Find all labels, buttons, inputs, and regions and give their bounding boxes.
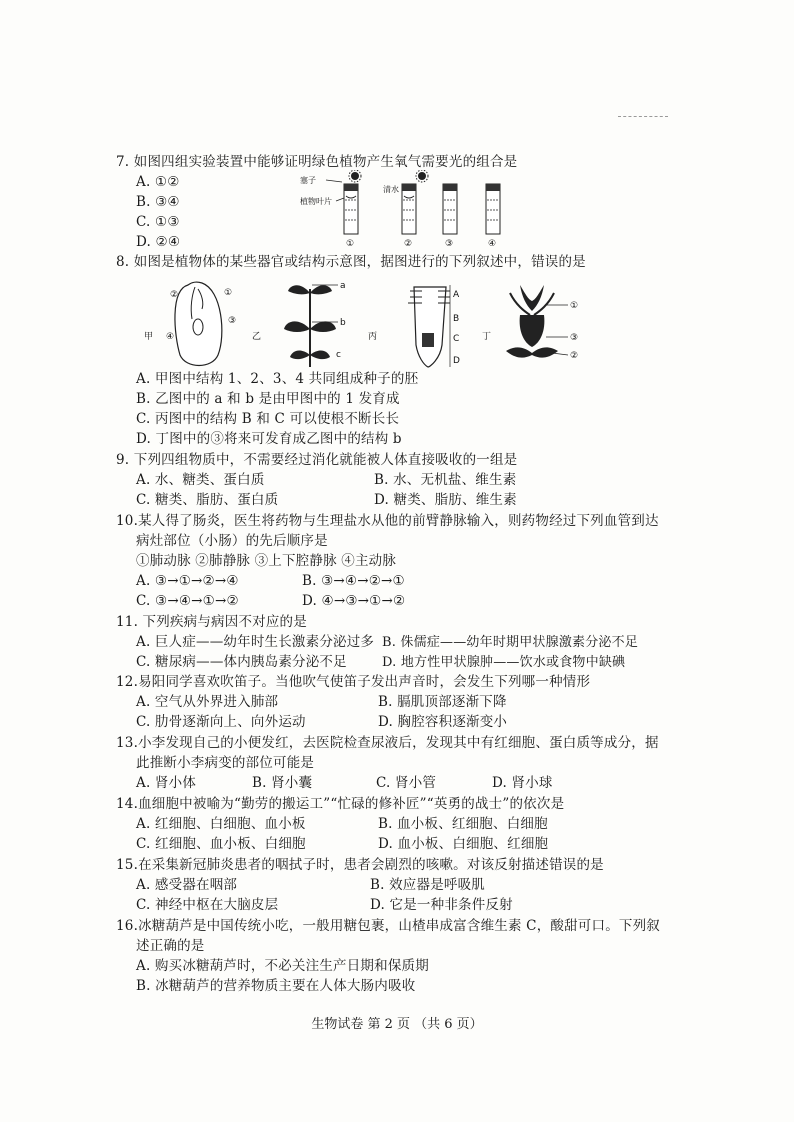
sprout-mark-1: ① [570,301,579,311]
root-mark-c: C [453,334,460,344]
tube-label-1: ① [346,239,355,249]
seed-mark-3: ③ [228,316,237,326]
q10-option-c: C. ③→④→①→② [136,593,239,609]
q13-stem-cont: 此推断小李病变的部位可能是 [136,755,315,771]
q13-stem: 13.小李发现自己的小便发红，去医院检查尿液后，发现其中有红细胞、蛋白质等成分，据 [116,735,659,751]
sprout-mark-2: ② [570,351,579,361]
label-ding: 丁 [482,332,492,342]
q11-option-d: D. 地方性甲状腺肿——饮水或食物中缺碘 [382,655,626,670]
q15-option-d: D. 它是一种非条件反射 [370,897,513,913]
q13-option-b: B. 肾小囊 [252,775,313,791]
q11-option-c: C. 糖尿病——体内胰岛素分泌不足 [136,654,347,670]
q16-option-a: A. 购买冰糖葫芦时，不必关注生产日期和保质期 [136,958,429,974]
q10-option-d: D. ④→③→①→② [302,593,406,609]
q8-stem: 8. 如图是植物体的某些器官或结构示意图，据图进行的下列叙述中，错误的是 [116,254,586,270]
q14-option-c: C. 红细胞、血小板、白细胞 [136,836,306,852]
q12-option-a: A. 空气从外界进入肺部 [136,694,279,710]
test-tube-icon [443,184,457,234]
sprout-icon [506,285,558,358]
q9-option-d: D. 糖类、脂肪、维生素 [374,492,517,508]
tube-label-3: ③ [445,239,454,249]
q9-option-c: C. 糖类、脂肪、蛋白质 [136,492,279,508]
q7-option-a: A. ①② [136,174,180,190]
q10-option-a: A. ③→①→②→④ [136,573,239,589]
test-tube-icon [486,184,500,234]
seed-mark-2: ② [170,290,179,300]
page-footer: 生物试卷 第 2 页 （共 6 页） [311,1017,483,1032]
q14-stem: 14.血细胞中被喻为“勤劳的搬运工”“忙碌的修补匠”“英勇的战士”的依次是 [116,796,565,812]
q11-option-b: B. 侏儒症——幼年时期甲状腺激素分泌不足 [382,635,639,650]
q10-items: ①肺动脉 ②肺静脉 ③上下腔静脉 ④主动脉 [136,553,397,569]
q8-figure [140,275,600,373]
q14-option-d: D. 血小板、白细胞、红细胞 [378,836,549,852]
test-tube-icon [402,184,416,234]
label-leaf: 植物叶片 [300,197,332,206]
q8-option-b: B. 乙图中的 a 和 b 是由甲图中的 1 发育成 [136,391,400,407]
root-tip-icon [408,287,450,367]
q13-option-c: C. 肾小管 [376,775,437,791]
tube-label-2: ② [404,239,413,249]
q7-option-b: B. ③④ [136,194,180,210]
q7-figure [300,170,510,250]
sun-icon [416,170,428,182]
label-yi: 乙 [252,332,262,342]
q7-option-d: D. ②④ [136,234,181,250]
q13-option-a: A. 肾小体 [136,775,197,791]
root-mark-b: B [453,314,460,324]
q12-option-b: B. 膈肌顶部逐渐下降 [378,694,507,710]
plant-mark-c: c [336,350,341,360]
q14-option-a: A. 红细胞、白细胞、血小板 [136,816,306,832]
q8-option-c: C. 丙图中的结构 B 和 C 可以使根不断长长 [136,411,400,427]
q11-stem: 11. 下列疾病与病因不对应的是 [116,614,307,630]
plant-mark-a: a [340,281,346,291]
q10-stem-cont: 病灶部位（小肠）的先后顺序是 [136,533,328,549]
q15-option-c: C. 神经中枢在大脑皮层 [136,897,279,913]
seed-icon [175,282,222,366]
label-plug: 塞子 [300,176,316,185]
q8-option-d: D. 丁图中的③将来可发育成乙图中的结构 b [136,431,402,447]
q8-option-a: A. 甲图中结构 1、2、3、4 共同组成种子的胚 [136,371,419,387]
scan-mark [618,116,668,117]
q9-stem: 9. 下列四组物质中，不需要经过消化就能被人体直接吸收的一组是 [116,452,518,468]
q15-stem: 15.在采集新冠肺炎患者的咽拭子时，患者会剧烈的咳嗽。对该反射描述错误的是 [116,857,604,873]
label-jia: 甲 [144,332,154,342]
root-mark-a: A [453,290,460,300]
q15-option-a: A. 感受器在咽部 [136,877,238,893]
seedling-icon [284,285,336,367]
q13-option-d: D. 肾小球 [492,775,553,791]
sprout-mark-3: ③ [570,333,579,343]
seed-mark-4: ④ [166,332,175,342]
q12-option-c: C. 肋骨逐渐向上、向外运动 [136,714,306,730]
root-mark-d: D [453,356,460,366]
q10-option-b: B. ③→④→②→① [302,573,405,589]
tube-label-4: ④ [488,239,497,249]
label-bing: 丙 [368,332,378,342]
q9-option-a: A. 水、糖类、蛋白质 [136,472,265,488]
q11-option-a: A. 巨人症——幼年时生长激素分泌过多 [136,634,375,650]
test-tube-icon [344,184,358,234]
q12-stem: 12.易阳同学喜欢吹笛子。当他吹气使笛子发出声音时，会发生下列哪一种情形 [116,674,591,690]
q9-option-b: B. 水、无机盐、维生素 [374,472,517,488]
q14-option-b: B. 血小板、红细胞、白细胞 [378,816,548,832]
q7-option-c: C. ①③ [136,214,180,230]
sun-icon [349,170,361,182]
seed-mark-1: ① [224,288,233,298]
q16-stem: 16.冰糖葫芦是中国传统小吃，一般用糖包裹，山楂串成富含维生素 C，酸甜可口。下列叙 [116,918,660,934]
q16-stem-cont: 述正确的是 [136,938,205,954]
q16-option-b: B. 冰糖葫芦的营养物质主要在人体大肠内吸收 [136,978,416,994]
plant-mark-b: b [340,318,346,328]
q7-stem: 7. 如图四组实验装置中能够证明绿色植物产生氧气需要光的组合是 [116,154,518,170]
q10-stem: 10.某人得了肠炎，医生将药物与生理盐水从他的前臂静脉输入，则药物经过下列血管到达 [116,513,659,529]
q15-option-b: B. 效应器是呼吸肌 [370,877,486,893]
label-water: 清水 [383,185,399,194]
q12-option-d: D. 胸腔容积逐渐变小 [378,714,508,730]
